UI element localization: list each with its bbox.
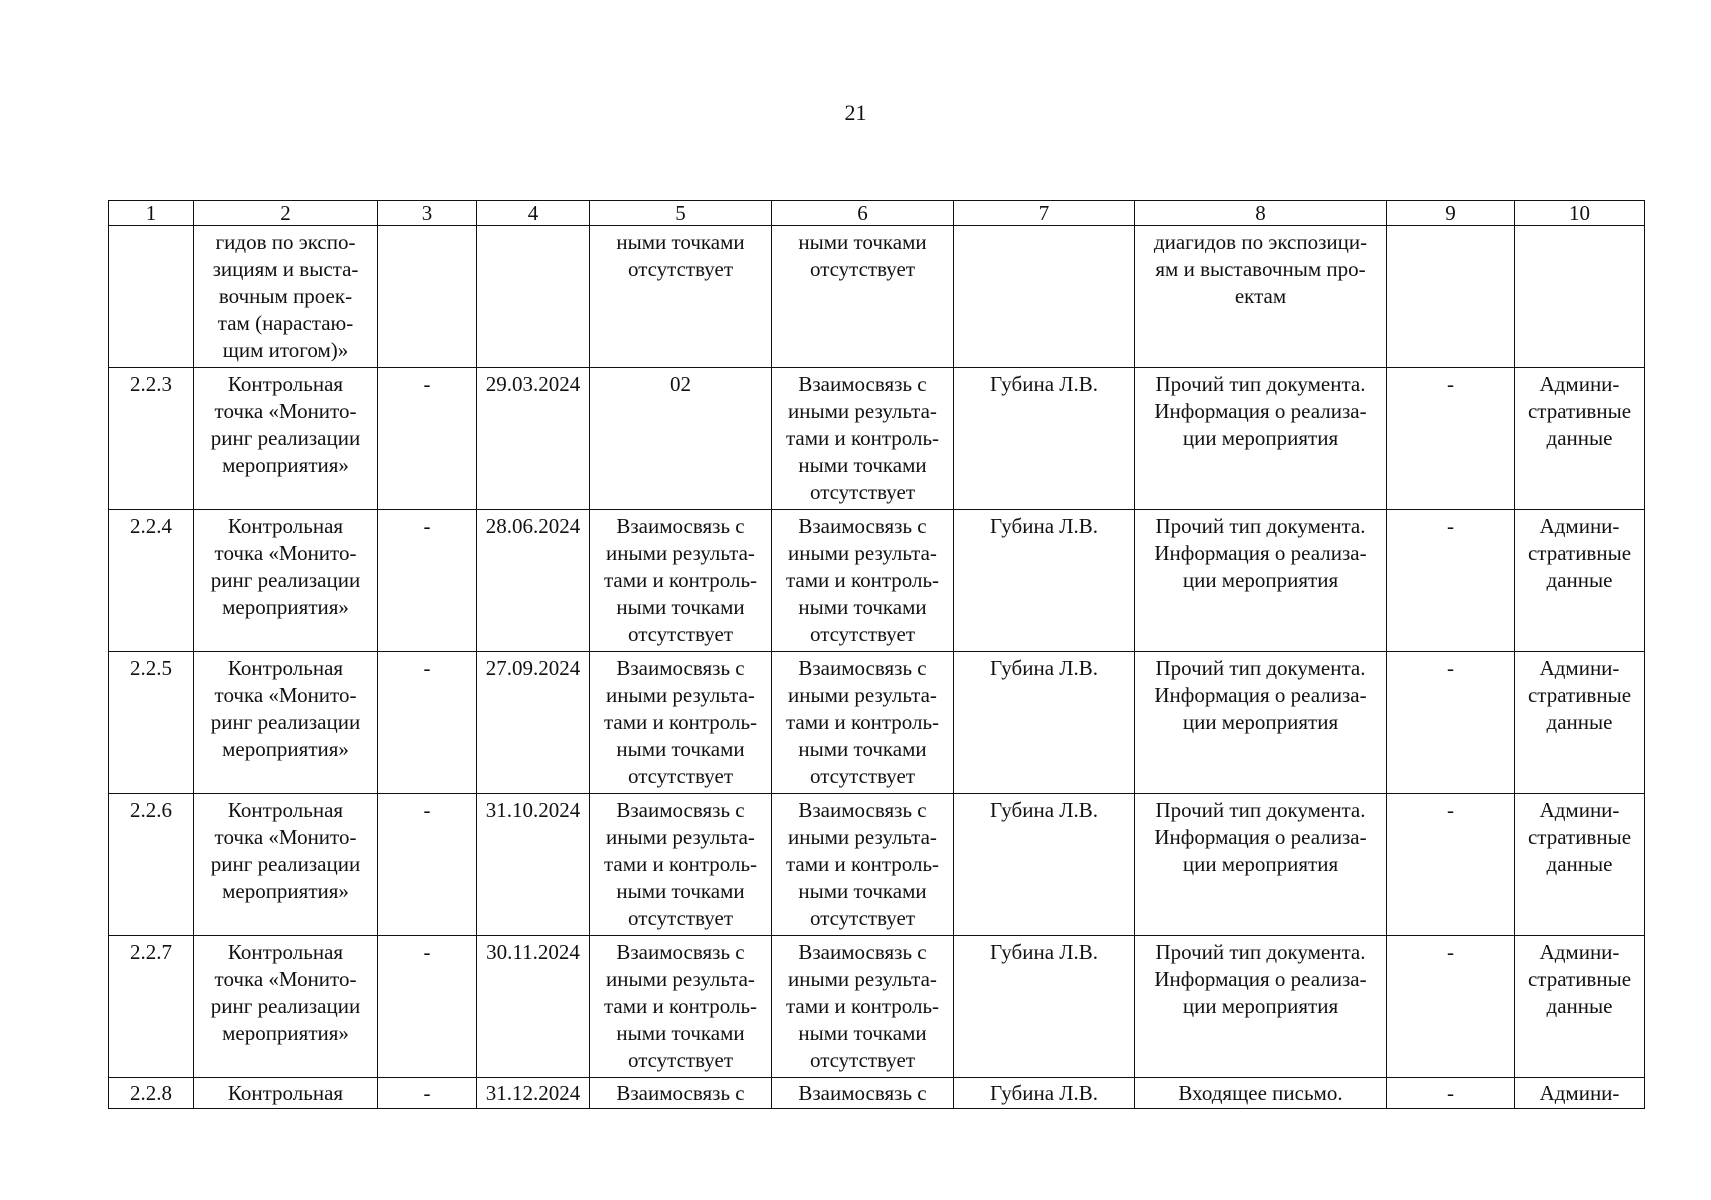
cell-col3: - — [378, 794, 477, 936]
cell-col6: Взаимосвязь с иными результа- тами и контроль- ными точками отсутствует — [772, 510, 954, 652]
page-number: 21 — [844, 100, 867, 125]
cell-number: 2.2.7 — [109, 936, 194, 1078]
table-row — [109, 794, 1645, 936]
cell-source — [1515, 226, 1645, 368]
cell-col5: ными точками отсутствует — [590, 226, 772, 368]
cell-name: Контрольная точка «Монито- ринг реализации мероприятия» — [194, 652, 378, 794]
cell-date: 31.10.2024 — [477, 794, 590, 936]
cell-date: 29.03.2024 — [477, 368, 590, 510]
column-header: 4 — [477, 201, 590, 226]
cell-col9: - — [1387, 1078, 1515, 1109]
cell-document-type: Прочий тип документа. Информация о реализа- ции мероприятия — [1135, 936, 1387, 1078]
cell-responsible: Губина Л.В. — [954, 794, 1135, 936]
cell-source: Админи- стративные данные — [1515, 794, 1645, 936]
cell-col9: - — [1387, 368, 1515, 510]
cell-responsible: Губина Л.В. — [954, 510, 1135, 652]
column-header: 9 — [1387, 201, 1515, 226]
cell-date: 30.11.2024 — [477, 936, 590, 1078]
cell-col3: - — [378, 368, 477, 510]
column-header: 1 — [109, 201, 194, 226]
cell-col9: - — [1387, 794, 1515, 936]
cell-col9: - — [1387, 652, 1515, 794]
cell-date: 31.12.2024 — [477, 1078, 590, 1109]
cell-responsible: Губина Л.В. — [954, 368, 1135, 510]
cell-col3: - — [378, 652, 477, 794]
cell-col5: Взаимосвязь с иными результа- тами и контроль- ными точками отсутствует — [590, 794, 772, 936]
cell-col5: Взаимосвязь с иными результа- тами и контроль- ными точками отсутствует — [590, 652, 772, 794]
cell-col6: Взаимосвязь с иными результа- тами и контроль- ными точками отсутствует — [772, 652, 954, 794]
table-row — [109, 368, 1645, 510]
cell-responsible: Губина Л.В. — [954, 1078, 1135, 1109]
cell-document-type: Входящее письмо. — [1135, 1078, 1387, 1109]
cell-col3: - — [378, 1078, 477, 1109]
cell-date: 27.09.2024 — [477, 652, 590, 794]
cell-col9 — [1387, 226, 1515, 368]
cell-col5: Взаимосвязь с — [590, 1078, 772, 1109]
cell-col9: - — [1387, 936, 1515, 1078]
cell-responsible: Губина Л.В. — [954, 652, 1135, 794]
cell-name: Контрольная — [194, 1078, 378, 1109]
cell-col3: - — [378, 936, 477, 1078]
cell-responsible: Губина Л.В. — [954, 936, 1135, 1078]
cell-col9: - — [1387, 510, 1515, 652]
cell-source: Админи- — [1515, 1078, 1645, 1109]
cell-name: Контрольная точка «Монито- ринг реализации мероприятия» — [194, 936, 378, 1078]
document-table — [108, 200, 1645, 1109]
cell-document-type: Прочий тип документа. Информация о реализа- ции мероприятия — [1135, 794, 1387, 936]
table-row-partial — [109, 1078, 1645, 1109]
cell-responsible — [954, 226, 1135, 368]
header-row — [109, 201, 1645, 226]
cell-document-type: Прочий тип документа. Информация о реализа- ции мероприятия — [1135, 368, 1387, 510]
cell-col5: 02 — [590, 368, 772, 510]
cell-document-type: Прочий тип документа. Информация о реализа- ции мероприятия — [1135, 652, 1387, 794]
cell-col3 — [378, 226, 477, 368]
column-header: 6 — [772, 201, 954, 226]
cell-col6: Взаимосвязь с иными результа- тами и контроль- ными точками отсутствует — [772, 368, 954, 510]
cell-col6: Взаимосвязь с — [772, 1078, 954, 1109]
table-row — [109, 510, 1645, 652]
column-header: 10 — [1515, 201, 1645, 226]
cell-number — [109, 226, 194, 368]
cell-col6: Взаимосвязь с иными результа- тами и контроль- ными точками отсутствует — [772, 794, 954, 936]
cell-document-type: диагидов по экспозици- ям и выставочным про- ектам — [1135, 226, 1387, 368]
cell-col6: Взаимосвязь с иными результа- тами и контроль- ными точками отсутствует — [772, 936, 954, 1078]
cell-name: гидов по экспо- зициям и выста- вочным проек- там (нарастаю- щим итогом)» — [194, 226, 378, 368]
cell-number: 2.2.8 — [109, 1078, 194, 1109]
column-header: 8 — [1135, 201, 1387, 226]
cell-date: 28.06.2024 — [477, 510, 590, 652]
continuation-row — [109, 226, 1645, 368]
cell-date — [477, 226, 590, 368]
cell-number: 2.2.4 — [109, 510, 194, 652]
cell-col6: ными точками отсутствует — [772, 226, 954, 368]
cell-number: 2.2.6 — [109, 794, 194, 936]
cell-source: Админи- стративные данные — [1515, 936, 1645, 1078]
table-row — [109, 936, 1645, 1078]
cell-col5: Взаимосвязь с иными результа- тами и контроль- ными точками отсутствует — [590, 510, 772, 652]
cell-number: 2.2.3 — [109, 368, 194, 510]
cell-source: Админи- стративные данные — [1515, 368, 1645, 510]
cell-name: Контрольная точка «Монито- ринг реализации мероприятия» — [194, 368, 378, 510]
cell-col3: - — [378, 510, 477, 652]
column-header: 2 — [194, 201, 378, 226]
table-row — [109, 652, 1645, 794]
cell-document-type: Прочий тип документа. Информация о реализа- ции мероприятия — [1135, 510, 1387, 652]
cell-source: Админи- стративные данные — [1515, 510, 1645, 652]
cell-col5: Взаимосвязь с иными результа- тами и контроль- ными точками отсутствует — [590, 936, 772, 1078]
column-header: 7 — [954, 201, 1135, 226]
cell-number: 2.2.5 — [109, 652, 194, 794]
column-header: 3 — [378, 201, 477, 226]
cell-name: Контрольная точка «Монито- ринг реализации мероприятия» — [194, 510, 378, 652]
column-header: 5 — [590, 201, 772, 226]
cell-source: Админи- стративные данные — [1515, 652, 1645, 794]
cell-name: Контрольная точка «Монито- ринг реализации мероприятия» — [194, 794, 378, 936]
